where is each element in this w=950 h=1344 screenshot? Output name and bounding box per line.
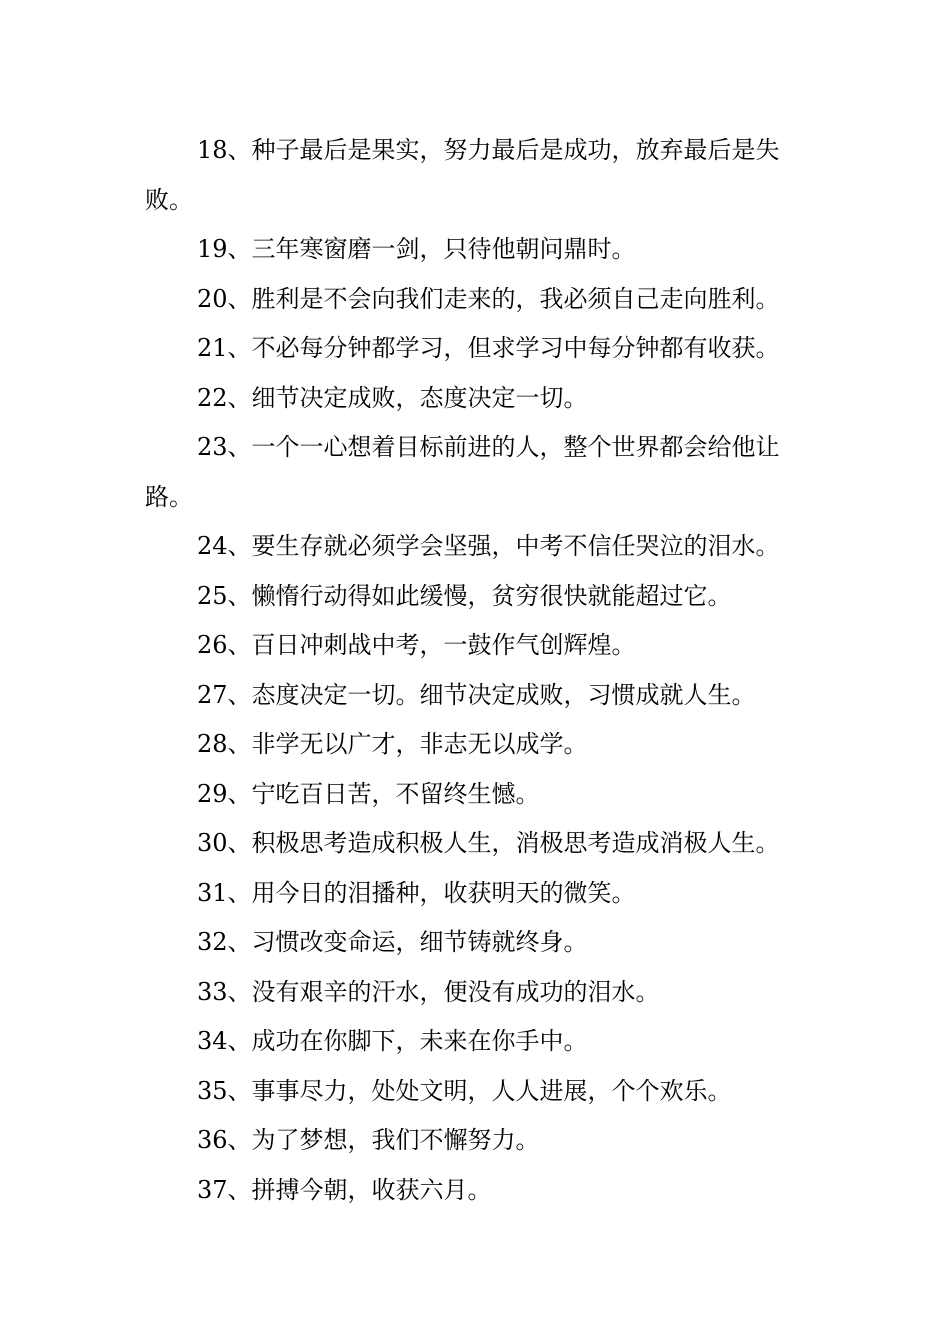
list-item: 35、事事尽力，处处文明，人人进展，个个欢乐。 <box>197 1076 732 1105</box>
list-item: 30、积极思考造成积极人生，消极思考造成消极人生。 <box>197 829 780 857</box>
list-item: 31、用今日的泪播种，收获明天的微笑。 <box>197 878 636 907</box>
list-item: 19、三年寒窗磨一剑，只待他朝问鼎时。 <box>197 235 636 263</box>
list-item: 27、态度决定一切。细节决定成败，习惯成就人生。 <box>197 680 756 709</box>
list-item: 20、胜利是不会向我们走来的，我必须自己走向胜利。 <box>197 284 780 313</box>
list-item: 21、不必每分钟都学习，但求学习中每分钟都有收获。 <box>197 334 780 362</box>
list-item: 33、没有艰辛的汗水，便没有成功的泪水。 <box>197 977 660 1006</box>
list-item: 18、种子最后是果实，努力最后是成功，放弃最后是失败。 <box>145 136 780 214</box>
list-item: 24、要生存就必须学会坚强，中考不信任哭泣的泪水。 <box>197 532 780 560</box>
list-item: 34、成功在你脚下，未来在你手中。 <box>197 1027 588 1055</box>
list-item: 29、宁吃百日苦，不留终生憾。 <box>197 779 540 808</box>
list-item: 37、拼搏今朝，收获六月。 <box>197 1175 492 1204</box>
list-item: 28、非学无以广才，非志无以成学。 <box>197 730 588 758</box>
list-item: 23、一个一心想着目标前进的人，整个世界都会给他让路。 <box>145 433 780 511</box>
list-item: 26、百日冲刺战中考，一鼓作气创辉煌。 <box>197 631 636 659</box>
list-item: 22、细节决定成败，态度决定一切。 <box>197 383 588 412</box>
list-item: 36、为了梦想，我们不懈努力。 <box>197 1126 540 1154</box>
list-item: 32、习惯改变命运，细节铸就终身。 <box>197 928 588 956</box>
list-item: 25、懒惰行动得如此缓慢，贫穷很快就能超过它。 <box>197 581 732 610</box>
